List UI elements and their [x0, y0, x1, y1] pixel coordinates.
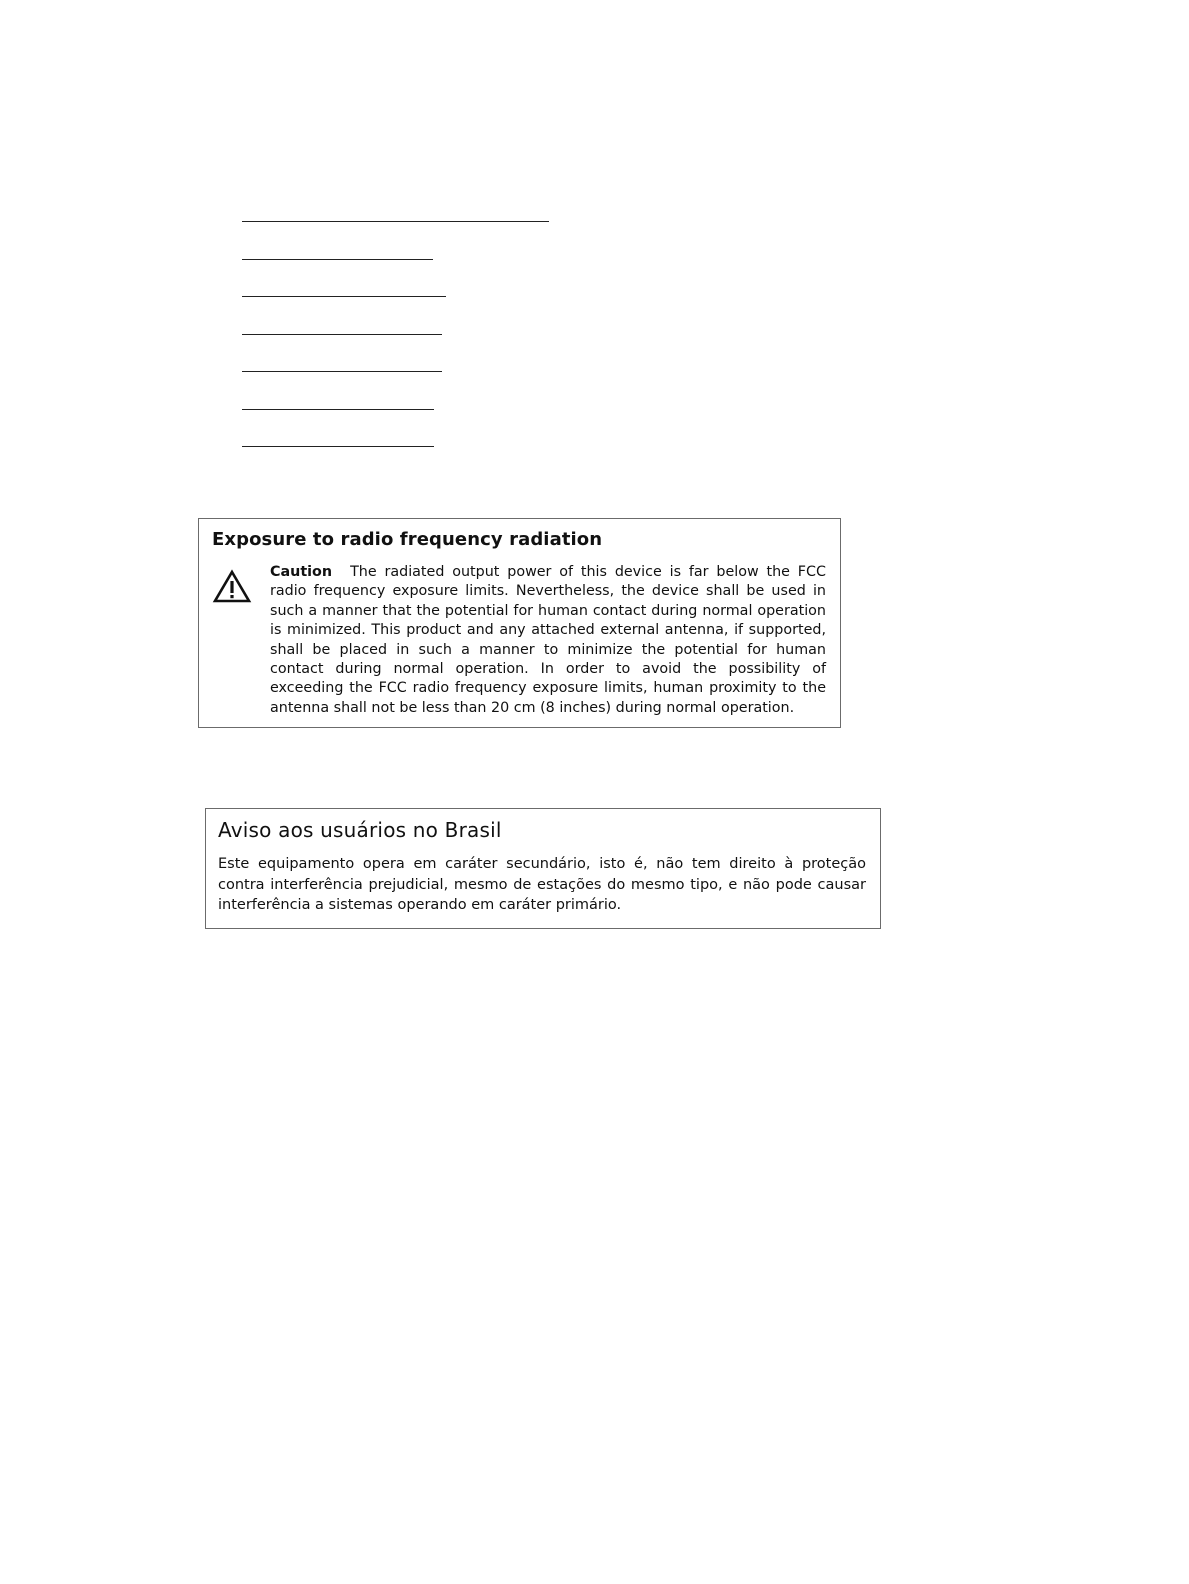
link-underline[interactable]	[242, 221, 549, 222]
rf-exposure-notice	[198, 518, 841, 728]
caution-label: Caution	[270, 564, 333, 580]
link-underline[interactable]	[242, 371, 442, 372]
link-underline[interactable]	[242, 296, 446, 297]
warning-triangle-icon	[212, 569, 252, 605]
link-list	[242, 200, 572, 460]
brazil-notice-title: Aviso aos usuários no Brasil	[218, 818, 502, 842]
link-underline[interactable]	[242, 334, 442, 335]
link-underline[interactable]	[242, 446, 434, 447]
link-underline[interactable]	[242, 259, 433, 260]
caution-text: The radiated output power of this device is far below the FCC radio frequency exposure limits. Nevertheless, the device shall be used in such a manner that the potential for human contact during normal operation is minimized. This product and any attached external antenna, if supported, shall be placed in such a manner to minimize the potential for human contact during normal operation. In order to avoid the possibility of exceeding the FCC radio frequency exposure limits, human proximity to the antenna shall not be less than 20 cm (8 inches) during normal operation.	[270, 564, 826, 716]
rf-exposure-title: Exposure to radio frequency radiation	[212, 529, 603, 550]
caution-paragraph	[270, 563, 826, 718]
link-underline[interactable]	[242, 409, 434, 410]
brazil-notice-text: Este equipamento opera em caráter secundário, isto é, não tem direito à proteção contra interferência prejudicial, mesmo de estações do mesmo tipo, e não pode causar interferência a sistemas operando em caráter primário.	[218, 856, 866, 913]
brazil-notice	[205, 808, 881, 929]
